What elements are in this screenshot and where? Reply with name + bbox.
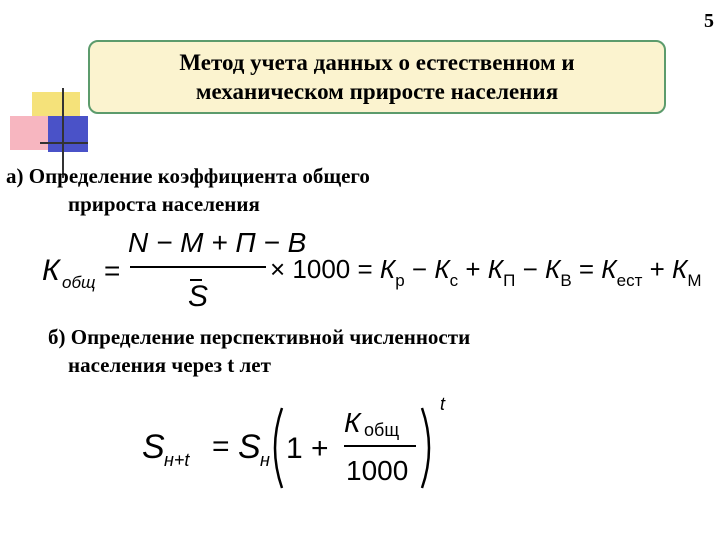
formula-b-num-k: К bbox=[344, 407, 361, 438]
section-b-heading bbox=[48, 323, 470, 379]
section-b-line-1: б) Определение перспективной численности bbox=[48, 325, 471, 349]
formula-b-right-paren bbox=[422, 408, 429, 488]
decorative-blue-square bbox=[48, 116, 88, 152]
formula-a-times: × $1000 = К_р - К_с + К_П - К_В = К_{ест} + К_М$ bbox=[270, 254, 702, 290]
formula-a-eq: = bbox=[104, 255, 121, 286]
formula-b-one-plus: 1 + bbox=[286, 432, 329, 465]
decorative-horizontal-line bbox=[40, 142, 88, 144]
formula-b-eq: = bbox=[212, 430, 230, 463]
formula-b-lhs-s: S bbox=[142, 428, 165, 466]
formula-b-rhs-s: S bbox=[238, 428, 261, 466]
section-a-line-2: прироста населения bbox=[68, 192, 260, 216]
section-a-heading bbox=[6, 162, 370, 218]
formula-growth-coefficient bbox=[40, 222, 700, 312]
title-box bbox=[88, 40, 666, 114]
formula-b-left-paren bbox=[275, 408, 282, 488]
formula-b-den: 1000 bbox=[346, 455, 409, 486]
formula-population-projection bbox=[140, 392, 460, 492]
section-b-line-2: населения через t лет bbox=[68, 353, 271, 377]
formula-b-exp: t bbox=[440, 394, 446, 414]
formula-a-denominator: S bbox=[188, 280, 209, 313]
formula-a-lhs-sub: общ bbox=[62, 273, 96, 292]
formula-b-num-sub: общ bbox=[364, 420, 400, 440]
formula-a-numerator: N − M + П − В bbox=[128, 227, 307, 258]
section-a-line-1: а) Определение коэффициента общего bbox=[6, 164, 370, 188]
title-line-1: Метод учета данных о естественном и bbox=[179, 50, 575, 75]
slide-number: 5 bbox=[704, 10, 714, 32]
decorative-pink-square bbox=[10, 116, 50, 150]
title-line-2: механическом приросте населения bbox=[195, 79, 559, 104]
formula-b-rhs-sub: н bbox=[260, 450, 270, 470]
formula-a-lhs-k: К bbox=[42, 254, 60, 287]
formula-b-lhs-sub: н+t bbox=[164, 450, 190, 470]
